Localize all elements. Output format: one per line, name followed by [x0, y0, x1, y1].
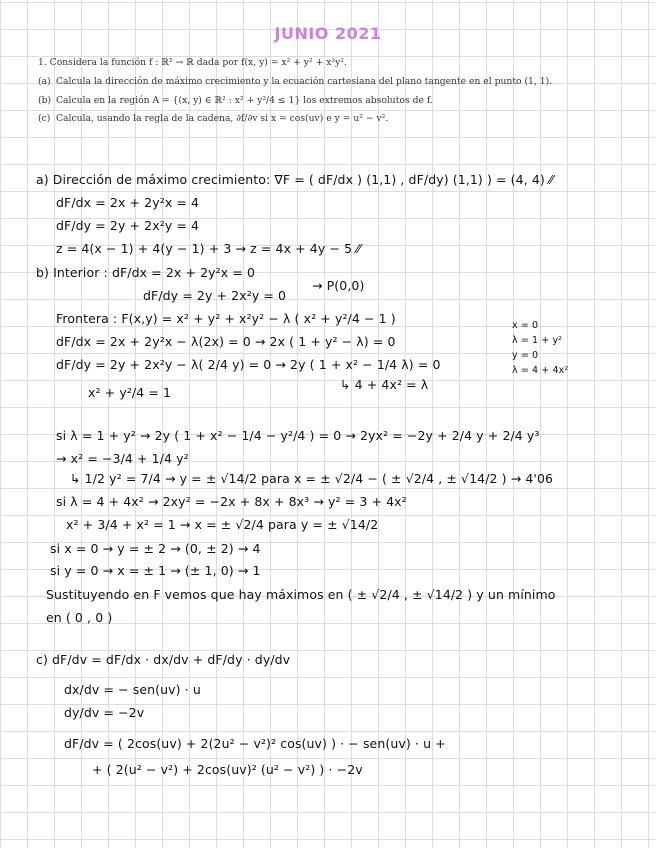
solution-line: dF/dv = ( 2cos(uv) + 2(2u² − v²)² cos(uv) ) · − sen(uv) · u +	[64, 736, 446, 751]
solution-line: dF/dx = 2x + 2y²x − λ(2x) = 0 → 2x ( 1 + y² − λ) = 0	[56, 334, 396, 349]
solution-line: Sustituyendo en F vemos que hay máximos en ( ± √2/4 , ± √14/2 ) y un mínimo	[46, 587, 556, 602]
solution-line: dF/dy = 2y + 2x²y − λ( 2/4 y) = 0 → 2y ( 1 + x² − 1/4 λ) = 0	[56, 357, 441, 372]
solution-line: b) Interior : dF/dx = 2x + 2y²x = 0	[36, 265, 256, 280]
solution-line: dF/dx = 2x + 2y²x = 4	[56, 195, 200, 210]
solution-line: x² + 3/4 + x² = 1 → x = ± √2/4 para y = ± √14/2	[66, 517, 379, 532]
item-label: (c)	[38, 113, 51, 125]
solution-line: c) dF/dv = dF/dx · dx/dv + dF/dy · dy/dv	[36, 652, 291, 667]
solution-line: Frontera : F(x,y) = x² + y² + x²y² − λ ( x² + y²/4 − 1 )	[56, 311, 396, 326]
problem-intro: 1. Considera la función f : ℝ² → ℝ dada por f(x, y) = x² + y² + x²y².	[38, 57, 347, 68]
problem-statement	[38, 56, 598, 131]
page-title: JUNIO 2021	[274, 24, 382, 43]
item-text: Calcula, usando la regla de la cadena, ∂f/∂v si x = cos(uv) e y = u² − v².	[56, 113, 389, 125]
problem-item-c	[38, 112, 598, 126]
solution-line: si y = 0 → x = ± 1 → (± 1, 0) → 1	[50, 563, 261, 578]
solution-line: si λ = 1 + y² → 2y ( 1 + x² − 1/4 − y²/4 ) = 0 → 2yx² = −2y + 2/4 y + 2/4 y³	[56, 428, 540, 443]
solution-line: y = 0	[512, 350, 539, 361]
item-label: (a)	[38, 75, 51, 87]
item-text: Calcula en la región A = {(x, y) ∈ ℝ² : x² + y²/4 ≤ 1} los extremos absolutos de f.	[56, 94, 433, 106]
solution-line: z = 4(x − 1) + 4(y − 1) + 3 → z = 4x + 4y − 5 ⁄⁄	[56, 241, 361, 256]
solution-line: ↳ 1/2 y² = 7/4 → y = ± √14/2 para x = ± √2/4 − ( ± √2/4 , ± √14/2 ) → 4'06	[70, 471, 554, 486]
solution-line: x² + y²/4 = 1	[88, 385, 172, 400]
solution-line: en ( 0 , 0 )	[46, 610, 113, 625]
solution-line: si x = 0 → y = ± 2 → (0, ± 2) → 4	[50, 541, 261, 556]
problem-item-b	[38, 94, 598, 108]
solution-line: dx/dv = − sen(uv) · u	[64, 682, 201, 697]
solution-line: λ = 4 + 4x²	[512, 365, 569, 376]
solution-line: x = 0	[512, 320, 539, 331]
solution-line: ↳ 4 + 4x² = λ	[340, 377, 429, 392]
solution-line: λ = 1 + y²	[512, 335, 563, 346]
problem-item-a	[38, 75, 598, 89]
solution-line: → P(0,0)	[312, 278, 365, 293]
solution-line: si λ = 4 + 4x² → 2xy² = −2x + 8x + 8x³ → y² = 3 + 4x²	[56, 494, 407, 509]
solution-line: dF/dy = 2y + 2x²y = 4	[56, 218, 200, 233]
solution-line: dF/dy = 2y + 2x²y = 0	[143, 288, 287, 303]
solution-line: a) Dirección de máximo crecimiento: ∇F = ( dF/dx ) (1,1) , dF/dy) (1,1) ) = (4, 4) ⁄⁄	[36, 172, 554, 187]
item-text: Calcula la dirección de máximo crecimiento y la ecuación cartesiana del plano tangente en el punto (1, 1).	[56, 75, 553, 87]
solution-line: → x² = −3/4 + 1/4 y²	[56, 451, 189, 466]
item-label: (b)	[38, 94, 52, 106]
solution-line: + ( 2(u² − v²) + 2cos(uv)² (u² − v²) ) · −2v	[92, 762, 363, 777]
solution-line: dy/dv = −2v	[64, 705, 145, 720]
